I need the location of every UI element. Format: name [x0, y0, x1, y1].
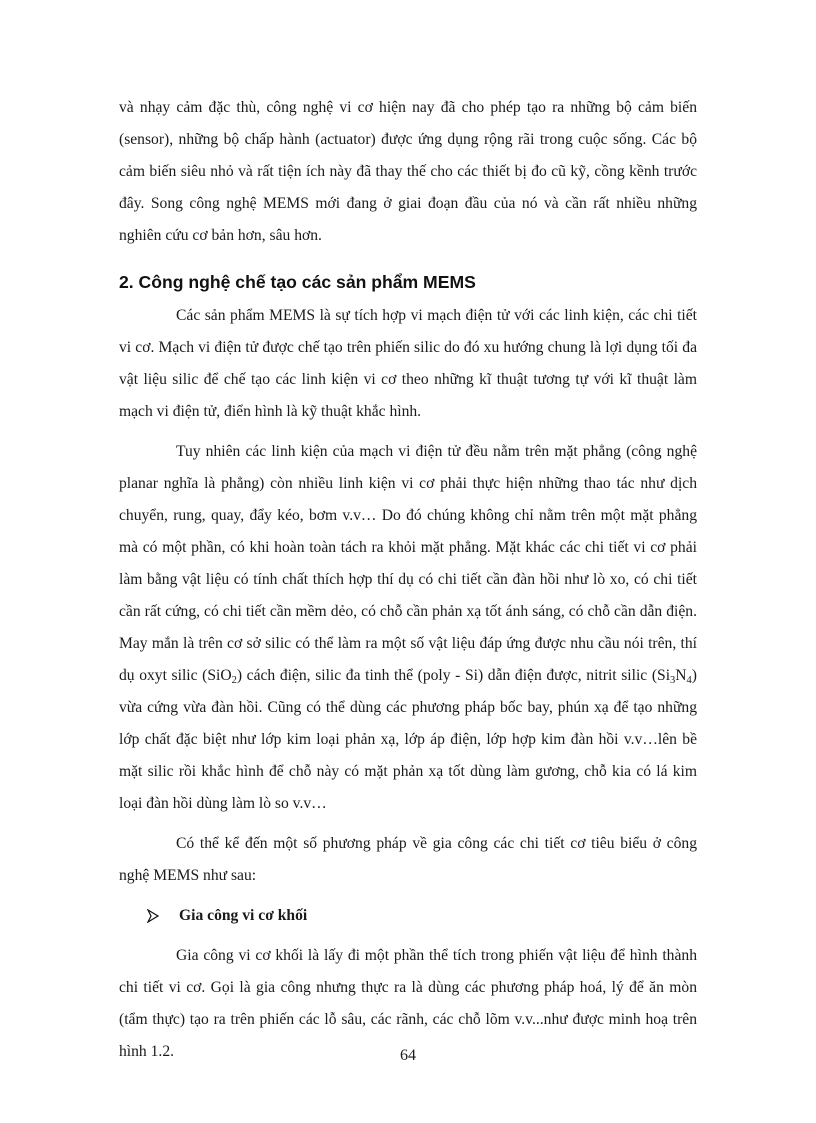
subscript-2: 2 [231, 675, 237, 686]
paragraph-products: Các sản phẩm MEMS là sự tích hợp vi mạch điện tử với các linh kiện, các chi tiết vi cơ. Mạch vi điện tử được chế tạo trên phiến silic do đó xu hướng chung là lợi dụng tối đa vật liệu silic để chế tạo các linh kiện vi cơ theo những kĩ thuật tương tự với kĩ thuật làm mạch vi điện tử, điển hình là kỹ thuật khắc hình. [119, 307, 697, 420]
paragraph-materials-text-4: ) vừa cứng vừa đàn hồi. Cũng có thể dùng các phương pháp bốc bay, phún xạ để tạo những lớp chất đặc biệt như lớp kim loại phản xạ, lớp áp điện, lớp hợp kim đàn hồi v.v…lên bề mặt silic rồi khắc hình để chỗ này có mặt phản xạ tốt dùng làm gương, chỗ kia có lá kim loại đàn hồi dùng làm lò so v.v… [119, 667, 697, 812]
paragraph-materials-text-3: N [675, 667, 687, 684]
intro-paragraph: và nhạy cảm đặc thù, công nghệ vi cơ hiện nay đã cho phép tạo ra những bộ cảm biến (sensor), những bộ chấp hành (actuator) được ứng dụng rộng rãi trong cuộc sống. Các bộ cảm biến siêu nhỏ và rất tiện ích này đã thay thế cho các thiết bị đo cũ kỹ, cồng kềnh trước đây. Song công nghệ MEMS mới đang ở giai đoạn đầu của nó và cần rất nhiều những nghiên cứu cơ bản hơn, sâu hơn. [119, 99, 697, 244]
section-heading: 2. Công nghệ chế tạo các sản phẩm MEMS [119, 272, 476, 292]
arrowhead-bullet-icon [147, 909, 159, 923]
paragraph-methods-intro: Có thể kể đến một số phương pháp về gia công các chi tiết cơ tiêu biểu ở công nghệ MEMS như sau: [119, 835, 697, 884]
bullet-heading: Gia công vi cơ khối [179, 907, 308, 924]
paragraph-materials [119, 436, 697, 820]
paragraph-bulk-micromachining: Gia công vi cơ khối là lấy đi một phần thể tích trong phiến vật liệu để hình thành chi tiết vi cơ. Gọi là gia công nhưng thực ra là dùng các phương pháp hoá, lý để ăn mòn (tẩm thực) tạo ra trên phiến các lỗ sâu, các rãnh, các chỗ lõm v.v...như được minh hoạ trên hình 1.2. [119, 947, 697, 1060]
bullet-item-bulk-micromachining [119, 900, 697, 932]
page-number: 64 [400, 1047, 416, 1064]
subscript-4: 4 [686, 675, 692, 686]
paragraph-materials-text-2: ) cách điện, silic đa tinh thể (poly - Si) dẫn điện được, nitrit silic (Si [236, 667, 671, 684]
paragraph-materials-text-1: Tuy nhiên các linh kiện của mạch vi điện tử đều nằm trên mặt phẳng (công nghệ planar nghĩa là phẳng) còn nhiều linh kiện vi cơ phải thực hiện những thao tác như dịch chuyển, rung, quay, đẩy kéo, bơm v.v… Do đó chúng không chỉ nằm trên một mặt phẳng mà có một phần, có khi hoàn toàn tách ra khỏi mặt phẳng. Mặt khác các chi tiết vi cơ phải làm bằng vật liệu có tính chất thích hợp thí dụ có chi tiết cần đàn hồi như lò xo, có chi tiết cần rất cứng, có chi tiết cần mềm dẻo, có chỗ cần phản xạ tốt ánh sáng, có chỗ cần dẫn điện. May mắn là trên cơ sở silic có thể làm ra một số vật liệu đáp ứng được nhu cầu nói trên, thí dụ oxyt silic (SiO [119, 443, 697, 684]
subscript-3: 3 [670, 675, 676, 686]
page-body [119, 92, 697, 1068]
